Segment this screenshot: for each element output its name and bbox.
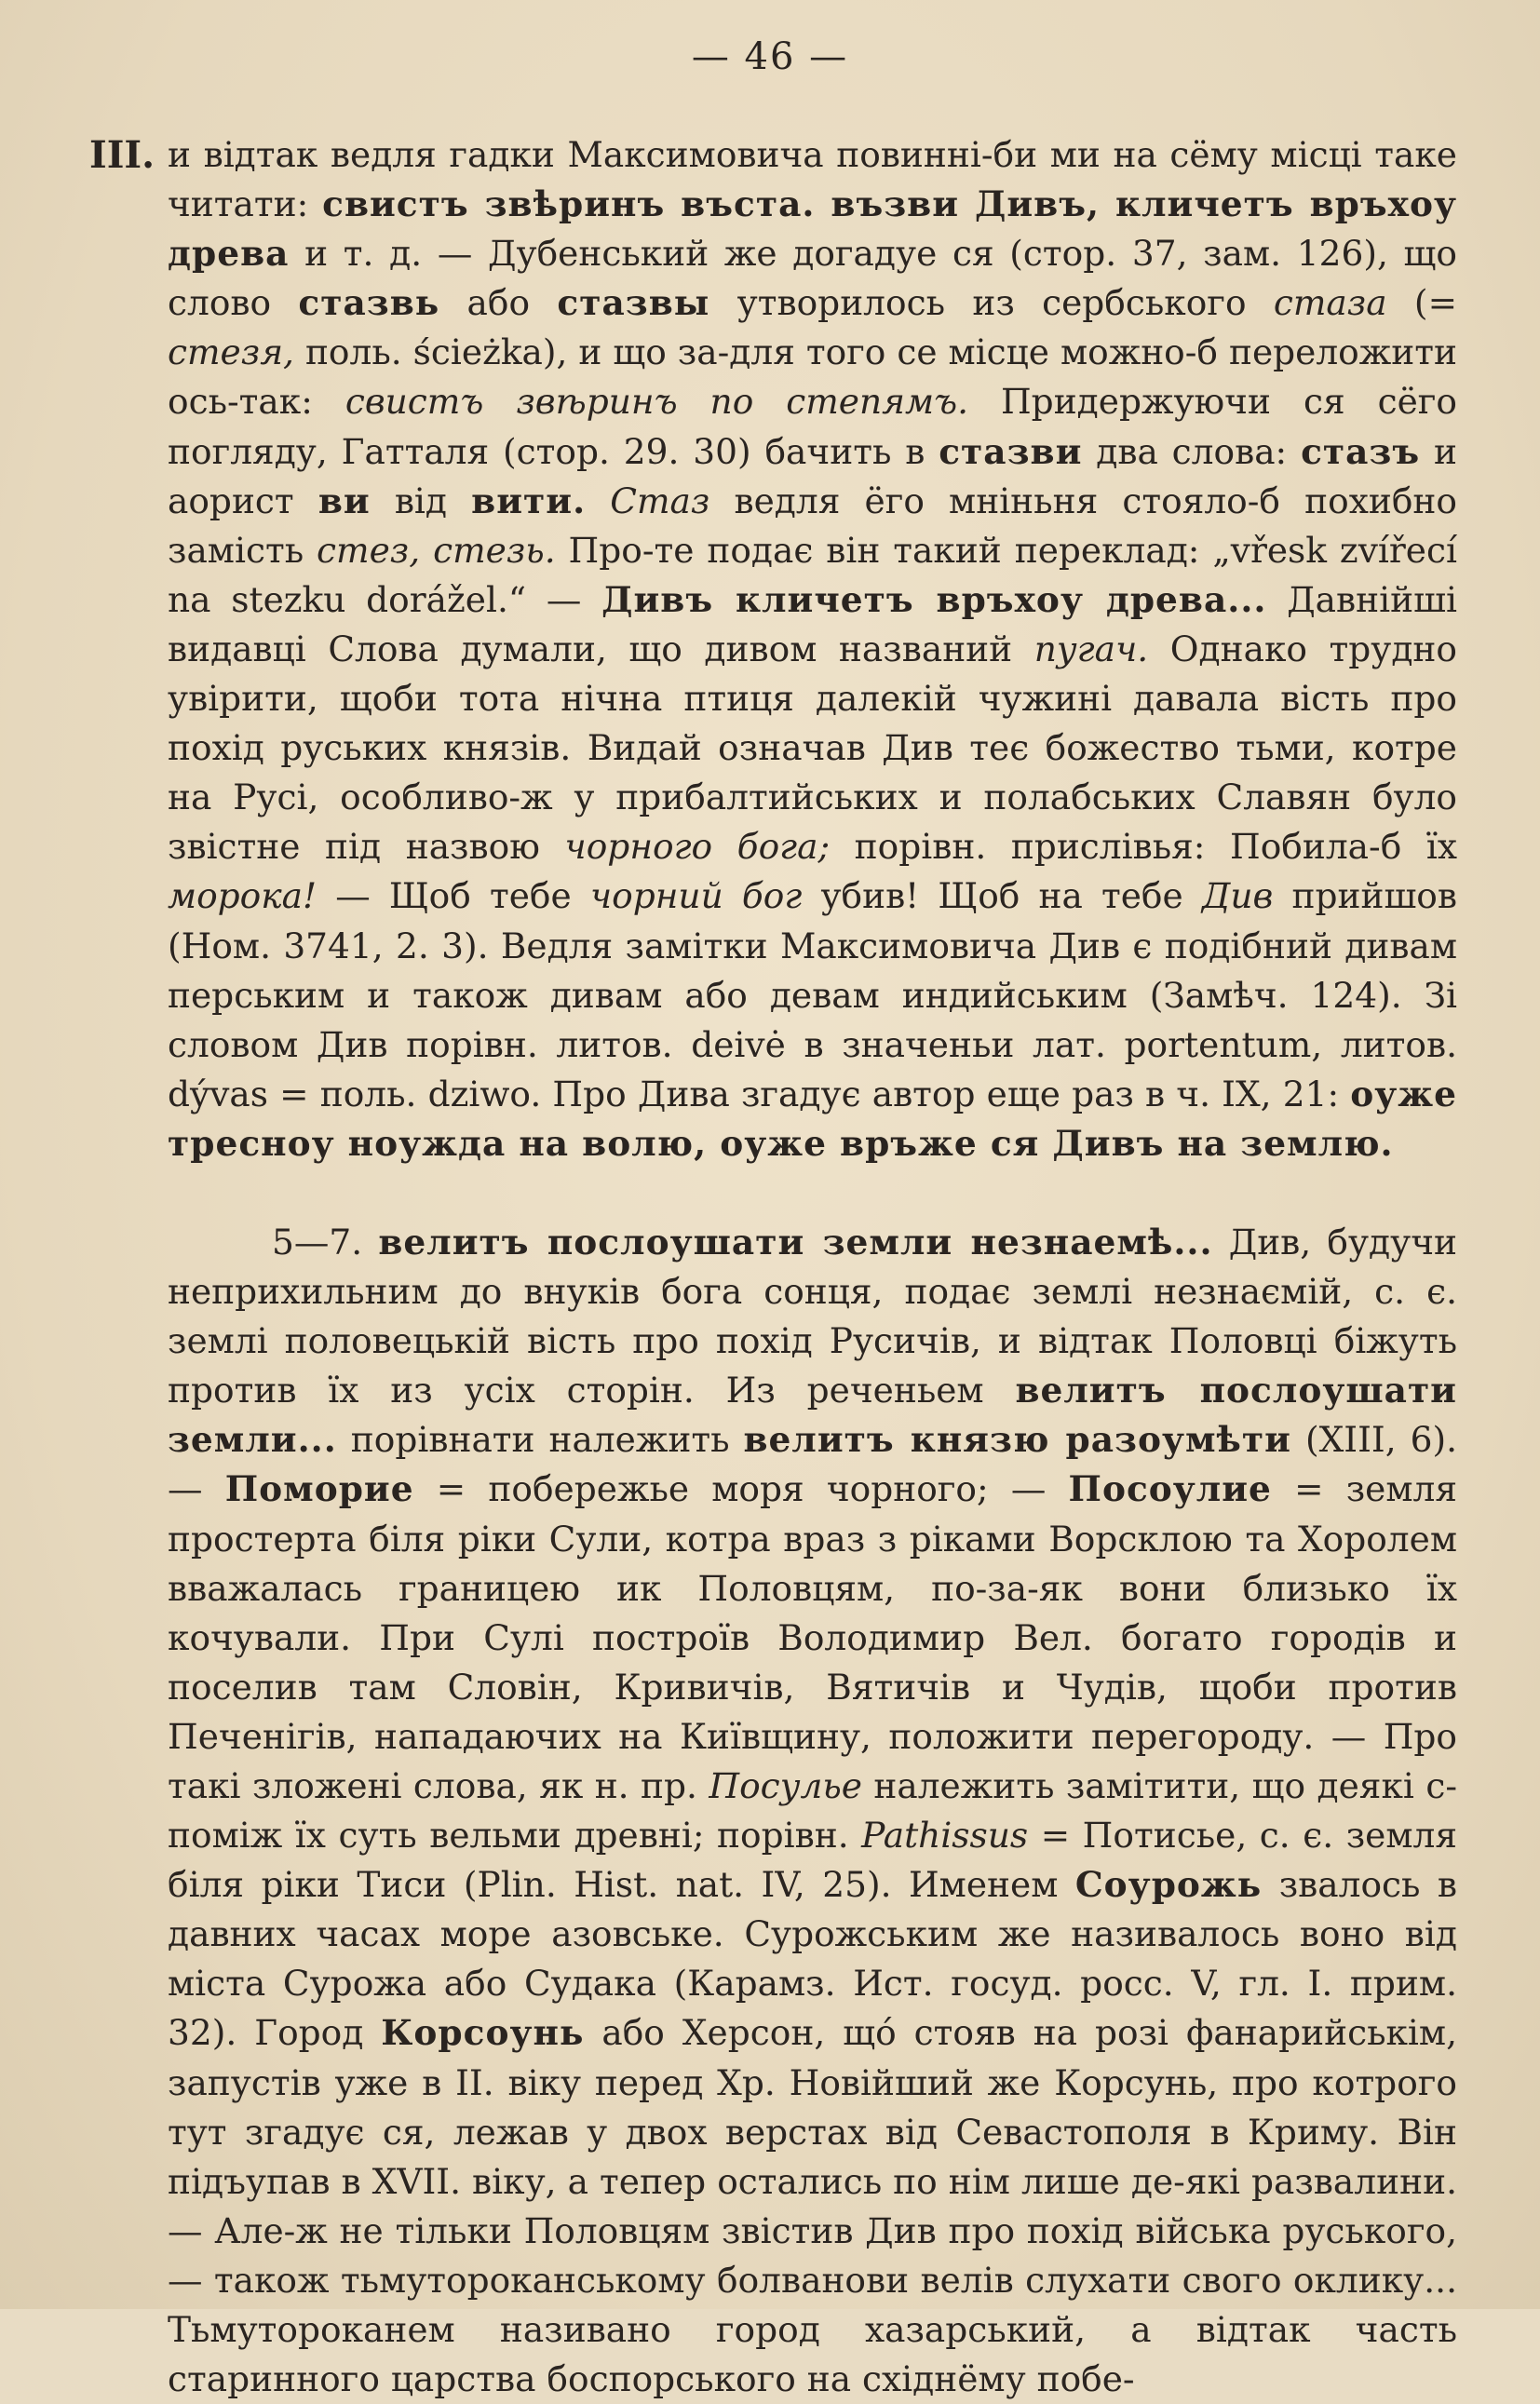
church-slavonic-quote: свистъ звѣринъ въста. възви Дивъ, кличетъ връхоу древа <box>168 183 1458 275</box>
church-slavonic-quote: ви <box>317 479 371 521</box>
paragraph-2 <box>168 1218 1457 2404</box>
church-slavonic-quote: стазъ <box>1301 430 1421 472</box>
text-run: = земля простерта біля ріки Сули, котра враз з ріками Ворсклою та Хоролем вважалась границею ик Половцям, по-за-як вони близько їх кочували. При Сулі построїв Володимир Вел. богато городів и поселив там Словін, Кривичів, Вятичів и Чудів, щоби против Печенігів, нападаючих на Київщину, положити перегороду. — Про такі зложені слова, як н. пр. <box>168 1468 1458 1806</box>
church-slavonic-quote: Дивъ кличетъ връхоу древа... <box>601 578 1267 620</box>
italic-term: Стаз <box>610 479 710 521</box>
text-run: Див, будучи неприхильним до внуків бога сонця, подає землі незнаємій, с. є. землі половецькій вість про похід Русичів, и відтак Половці біжуть против їх из усіх сторін. Из реченьем <box>168 1221 1457 1411</box>
church-slavonic-quote: стазвы <box>557 282 710 324</box>
text-run: = Потисье, с. є. земля біля ріки Тиси (Plin. Hist. nat. IV, 25). Именем <box>168 1815 1457 1906</box>
text-run: Давнійші видавці Слова думали, що дивом названий <box>168 578 1457 669</box>
italic-term: Див <box>1201 875 1274 917</box>
italic-term: чорного бога; <box>564 826 831 868</box>
text-run: и аорист <box>168 430 1458 521</box>
text-run: и відтак ведля гадки Максимовича повинні-би ми на сёму місці таке читати: <box>168 134 1457 225</box>
paragraph-1 <box>168 130 1457 1168</box>
text-run: утворилось из сербського <box>709 282 1274 324</box>
church-slavonic-quote: Корсоунь <box>381 2012 585 2054</box>
text-run: Однако трудно увірити, щоби тота нічна птиця далекій чужині давала вість про похід руських князів. Видай означав Див теє божество тьми, котре на Русі, особливо-ж у прибалтийських и полабських Славян було звістне під назвою <box>168 628 1457 868</box>
text-run: поль. ścieżka), и що за-для того се місце можно-б переложити ось-так: <box>168 331 1457 423</box>
text-run: (= <box>1386 282 1457 324</box>
text-run: від <box>370 479 472 521</box>
text-run: порівн. прислівья: Побила-б їх <box>830 826 1457 868</box>
church-slavonic-quote: стазвь <box>298 282 440 324</box>
text-run: належить замітити, що деякі с-поміж їх суть вельми древні; порівн. <box>168 1765 1457 1857</box>
italic-term: пугач. <box>1033 628 1149 669</box>
text-run: и т. д. — Дубенський же догадуе ся (стор. 37, зам. 126), що слово <box>168 233 1457 324</box>
text-run <box>586 480 610 521</box>
church-slavonic-quote: Поморие <box>224 1468 414 1510</box>
church-slavonic-quote: Соурожь <box>1074 1864 1263 1906</box>
church-slavonic-quote: вити. <box>471 479 587 521</box>
italic-term: стез, стезь. <box>317 529 556 571</box>
text-run: або <box>439 282 558 324</box>
text-run: прийшов (Ном. 3741, 2. 3). Ведля замітки Максимовича Див є подібний дивам перським и також дивам або девам индийським (Замѣч. 124). Зі словом Див порівн. литов. deivė в значеньи лат. portentum, литов. dývas = поль. dziwo. Про Дива згадує автор еще раз в ч. IX, 21: <box>168 875 1457 1114</box>
section-marker: III. <box>89 133 155 177</box>
text-run: Про-те подає він такий переклад: „vřesk zvířecí na stezku dorážel.“ — <box>168 529 1457 620</box>
text-run: звалось в давних часах море азовське. Сурожським же називалось воно від міста Сурожа або Судака (Карамз. Ист. госуд. росс. V, гл. I. прим. 32). Город <box>168 1864 1457 2054</box>
church-slavonic-quote: оуже тресноу ноужда на волю, оуже връже ся Дивъ на землю. <box>168 1073 1457 1164</box>
church-slavonic-quote: велитъ послоушати земли... <box>168 1370 1457 1461</box>
text-run: ведля ёго мніньня стояло-б похибно замість <box>168 479 1457 571</box>
italic-term: Посулье <box>709 1765 862 1806</box>
text-run: убив! Щоб на тебе <box>802 875 1202 917</box>
text-run: або Херсон, щó стояв на розі фанарийськім, запустів уже в II. віку перед Хр. Новійший же Корсунь, про котрого тут згадує ся, лежав у двох верстах від Севастополя в Криму. Він підъупав в XVII. віку, а тепер остались по нім лише де-які развалини. — Але-ж не тільки Половцям звістив Див про похід війська руського, — також тьмутороканському болванови велів слухати свого оклику... Тьмутороканем називано город хазарський, а відтак часть старинного царства боспорського на східнёму побе- <box>168 2012 1458 2400</box>
italic-term: стезя, <box>168 331 294 373</box>
text-run: — Щоб тебе <box>317 875 590 917</box>
text-run: Придержуючи ся сёго погляду, Гатталя (стор. 29. 30) бачить в <box>168 381 1458 472</box>
page-number: — 46 — <box>691 35 849 78</box>
text-run: два слова: <box>1082 430 1302 472</box>
church-slavonic-quote: велитъ князю разоумѣти <box>743 1419 1291 1461</box>
body-text <box>168 130 1457 2404</box>
italic-term: Pathissus <box>861 1815 1029 1857</box>
text-run: (XIII, 6). — <box>168 1419 1458 1510</box>
text-run: = побережье моря чорного; — <box>413 1468 1069 1510</box>
italic-term: стаза <box>1273 282 1387 324</box>
text-run: порівнати належить <box>336 1419 744 1461</box>
italic-term: свистъ звѣринъ по степямъ. <box>344 381 968 423</box>
church-slavonic-quote: велитъ послоушати земли незнаемѣ... <box>378 1221 1213 1263</box>
italic-term: морока! <box>168 875 317 917</box>
church-slavonic-quote: стазви <box>939 430 1083 472</box>
text-run: 5—7. <box>272 1221 379 1263</box>
italic-term: чорний бог <box>589 875 803 917</box>
church-slavonic-quote: Посоулие <box>1068 1468 1272 1510</box>
